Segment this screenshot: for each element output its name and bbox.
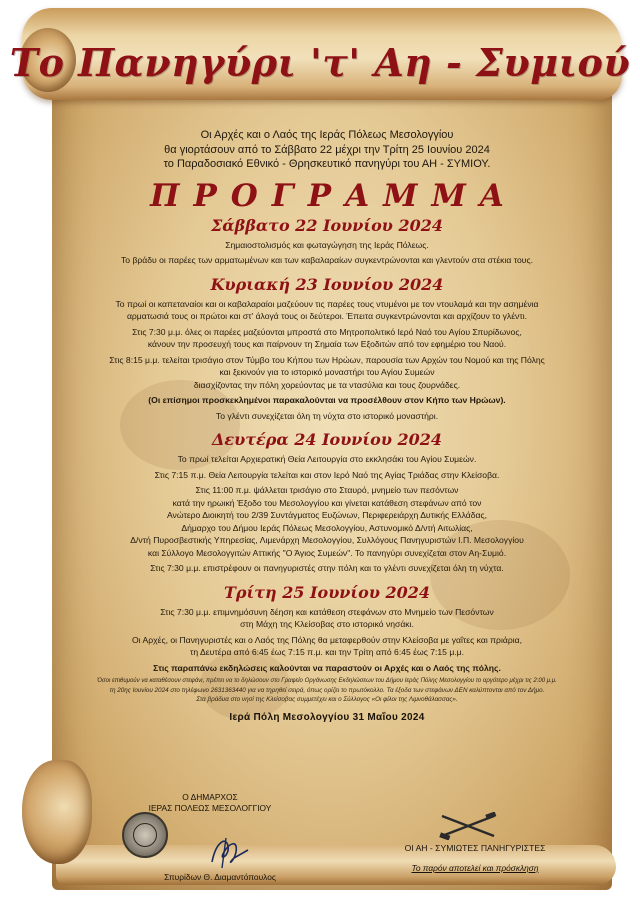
program-line: Στις 7:30 μ.μ. όλες οι παρέες μαζεύονται μπροστά στο Μητροπολιτικό Ιερό Ναό του Αγίου Σπυρίδωνος, (132, 326, 522, 337)
intro-line: Οι Αρχές και ο Λαός της Ιεράς Πόλεως Μεσολογγίου (200, 129, 454, 141)
program-line: αρματωσιά τους οι πρώτοι και στ' άλογά τους οι δεύτεροι. Έπειτα συγκεντρώνονται και αρχίζουν το γλέντι. (126, 311, 528, 321)
program-line: Το βράδυ οι παρέες των αρματωμένων και των καβαλαραίων συγκεντρώνονται και γλεντούν στα στέκια τους. (120, 255, 534, 265)
intro-text (92, 128, 562, 172)
day-heading: Σάββατο 22 Ιουνίου 2024 (210, 215, 443, 235)
program-content (92, 128, 562, 723)
program-line: Στις 7:30 μ.μ. επιστρέφουν οι πανηγυριστές στην πόλη και το γλέντι συνεχίζεται όλη τη νύχτα. (150, 563, 504, 573)
municipal-seal-icon (122, 812, 168, 858)
program-line: κατά την ηρωική Έξοδο του Μεσολογγίου και γίνεται κατάθεση στεφάνων από τον (172, 497, 482, 508)
program-line: και Σύλλογο Μεσολογγιτών Αττικής "Ο Άγιος Συμεών". Το πανηγύρι συνεχίζεται στον Αη-Συμιό. (147, 547, 507, 558)
invitation-line: Στις παραπάνω εκδηλώσεις καλούνται να παραστούν οι Αρχές και ο Λαός της πόλης. (153, 662, 501, 673)
program-line: Δήμαρχο του Δήμου Ιεράς Πόλεως Μεσολογγίου, Αστυνομικό Δ/ντή Αιτωλίας, (181, 522, 473, 533)
footnote-line: τη 20ης Ιουνίου 2024 στο τηλέφωνο 2631363440 για να τηρηθεί σειρά, όπως ορίζει το πρωτόκολλο. Τα έξοδα των στεφάνων ΔΕΝ καλύπτονται από τον Δήμο. (109, 687, 545, 694)
program-line: Στις 7:30 μ.μ. επιμνημόσυνη δέηση και κατάθεση στεφάνων στο Μνημείο των Πεσόντων (160, 606, 494, 617)
program-line: Οι Αρχές, οι Πανηγυριστές και ο Λαός της Πόλης θα μεταφερθούν στην Κλείσοβα με γαΐτες και πριάρια, (132, 634, 522, 645)
mayor-role: Ο ΔΗΜΑΡΧΟΣ (182, 792, 238, 802)
program-line: Το πρωί τελείται Αρχιερατική Θεία Λειτουργία στο εκκλησάκι του Αγίου Συμεών. (177, 454, 477, 464)
footnotes (92, 677, 562, 704)
program-days (92, 216, 562, 678)
page-title: Το Πανηγύρι 'τ' Αη - Συμιού (9, 40, 631, 85)
program-line: Δ/ντή Πυροσβεστικής Υπηρεσίας, Λιμενάρχη Μεσολογγίου, Συλλόγους Πανηγυριστών Ι.Π. Μεσολογγίου (130, 535, 524, 545)
mayor-signature-block (110, 792, 310, 814)
program-line: Ανώτερο Διοικητή του 2/39 Συντάγματος Ευζώνων, Περιφερειάρχη Δυτικής Ελλάδας, (166, 510, 487, 520)
place-date: Ιερά Πόλη Μεσολογγίου 31 Μαΐου 2024 (229, 712, 425, 723)
invitation-note: Το παρόν αποτελεί και πρόσκληση (411, 863, 539, 873)
mayor-municipality: ΙΕΡΑΣ ΠΟΛΕΩΣ ΜΕΣΟΛΟΓΓΙΟΥ (148, 803, 272, 813)
footnote-line: Στα βράδυα στο νησί της Κλείσοβας συμμετέχει και ο Σύλλογος «Οι φίλοι της Λιμνοθάλασσας». (196, 696, 458, 703)
program-line: Στις 7:15 π.μ. Θεία Λειτουργία τελείται και στον Ιερό Ναό της Αγίας Τριάδας στην Κλείσοβα. (154, 469, 500, 480)
day-heading: Κυριακή 23 Ιουνίου 2024 (210, 274, 444, 294)
day-heading: Τρίτη 25 Ιουνίου 2024 (223, 582, 431, 602)
program-line: κάνουν την προσευχή τους και παίρνουν τη Σημαία των Εξοδιτών από τον εφημέριο του Ναού. (147, 339, 507, 349)
footnote-line: Όσοι επιθυμούν να καταθέσουν στεφάνι, πρέπει να το δηλώσουν στο Γραφείο Οργάνωσης Εκδηλώσεων του Δήμου Ιεράς Πόλης Μεσολογγίου το αργότερο μέχρι τις 2:00 μ.μ. (97, 678, 557, 684)
panegyrists-group: ΟΙ ΑΗ - ΣΥΜΙΩΤΕΣ ΠΑΝΗΓΥΡΙΣΤΕΣ (404, 843, 546, 853)
intro-line: θα γιορτάσουν από το Σάββατο 22 μέχρι την Τρίτη 25 Ιουνίου 2024 (164, 143, 490, 156)
program-line: Το πρωί οι καπεταναίοι και οι καβαλαραίοι μαζεύουν τις παρέες τους ντυμένοι με τον ντουλαμά και την ασημένια (115, 298, 539, 309)
intro-line: το Παραδοσιακό Εθνικό - Θρησκευτικό πανηγύρι του ΑΗ - ΣΥΜΙΟΥ. (163, 158, 491, 170)
program-heading: ΠΡΟΓΡΑΜΜΑ (150, 177, 518, 214)
program-line: τη Δευτέρα από 6:45 έως 7:15 π.μ. και την Τρίτη από 6:45 έως 7:15 μ.μ. (189, 647, 465, 657)
signature-icon (204, 832, 254, 872)
mayor-name: Σπυρίδων Θ. Διαμαντόπουλος (164, 872, 276, 882)
program-line: (Οι επίσημοι προσκεκλημένοι παρακαλούνται να προσέλθουν στον Κήπο των Ηρώων). (148, 395, 506, 405)
program-line: Στις 11:00 π.μ. ψάλλεται τρισάγιο στο Σταυρό, μνημείο των πεσόντων (195, 485, 459, 495)
scroll-bottom-curl (22, 760, 92, 864)
program-line: στη Μάχη της Κλείσοβας στο ιστορικό νησάκι. (240, 619, 414, 629)
day-heading: Δευτέρα 24 Ιουνίου 2024 (211, 430, 443, 449)
program-line: Το γλέντι συνεχίζεται όλη τη νύχτα στο ιστορικό μοναστήρι. (215, 410, 439, 421)
program-line: και ξεκινούν για το ιστορικό μοναστήρι του Αγίου Συμεών (219, 367, 435, 377)
program-line: Σημαιοστολισμός και φωταγώγηση της Ιεράς Πόλεως. (225, 239, 429, 250)
program-line: Στις 8:15 μ.μ. τελείται τρισάγιο στον Τύμβο του Κήπου των Ηρώων, παρουσία των Αρχών του Νομού και της Πόλης (109, 354, 545, 365)
crossed-swords-icon (436, 812, 502, 840)
program-line: διασχίζοντας την πόλη χορεύοντας με τα ντασύλια και τους ζουρνάδες. (193, 379, 461, 390)
